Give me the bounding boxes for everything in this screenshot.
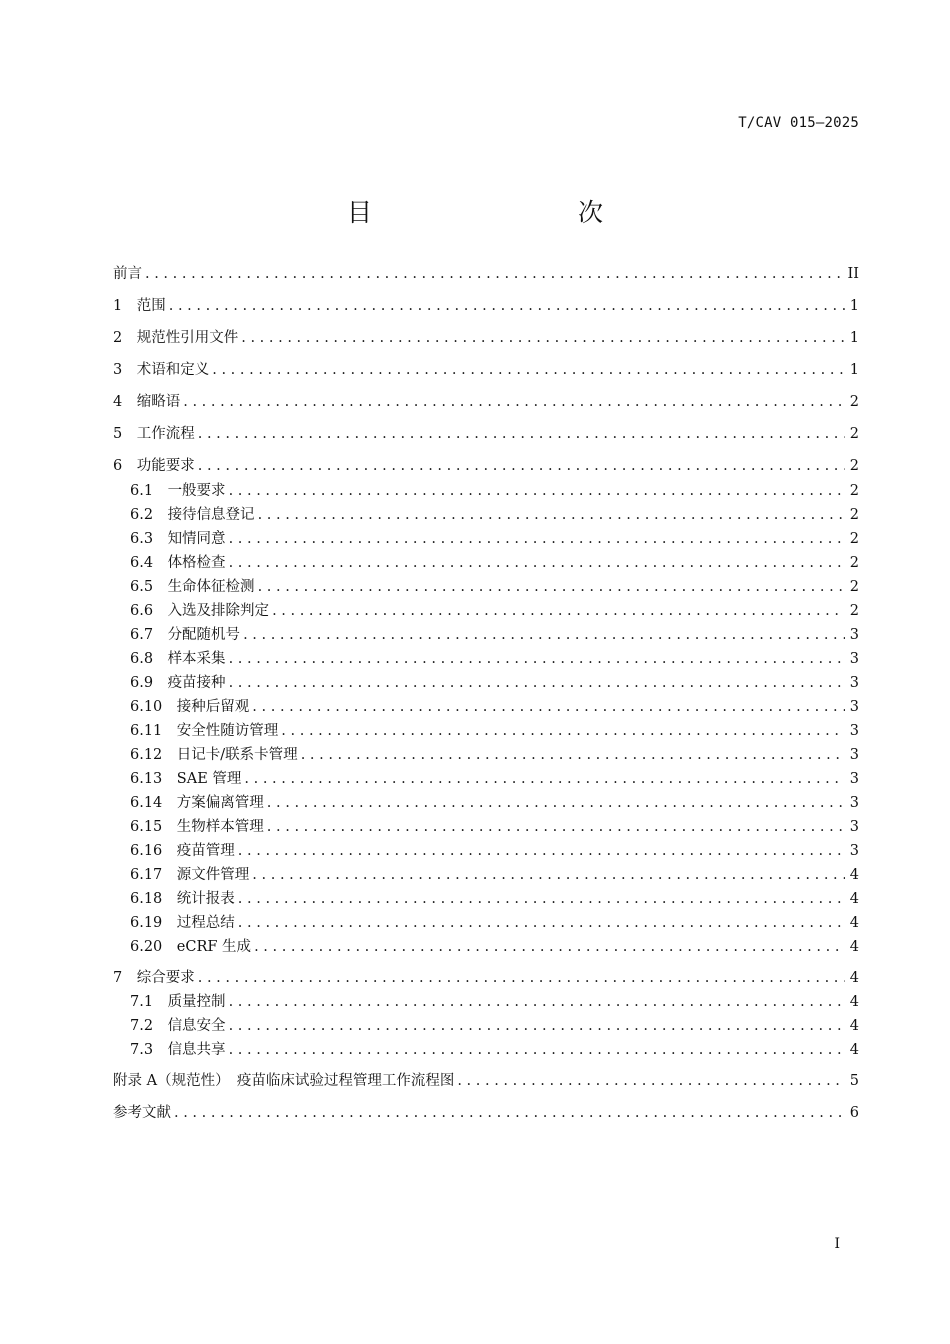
- toc-leader-dots: [229, 481, 845, 501]
- toc-leader-dots: [301, 745, 845, 765]
- toc-entry[interactable]: [113, 264, 859, 284]
- toc-entry-page: 2: [849, 531, 859, 547]
- toc-entry[interactable]: [130, 529, 859, 549]
- toc-entry-page: 2: [849, 603, 859, 619]
- toc-entry-page: 4: [849, 867, 859, 883]
- toc-entry-label: 样本采集: [167, 651, 226, 667]
- toc-entry-label: 信息共享: [167, 1042, 226, 1058]
- toc-entry-page: 1: [849, 330, 859, 346]
- toc-entry-page: 3: [849, 843, 859, 859]
- toc-entry-number: 2: [113, 330, 137, 346]
- toc-leader-dots: [281, 721, 845, 741]
- toc-leader-dots: [198, 456, 845, 476]
- toc-entry[interactable]: [130, 937, 859, 957]
- toc-entry-page: 4: [849, 891, 859, 907]
- toc-entry-page: 3: [849, 723, 859, 739]
- toc-entry-label: 分配随机号: [167, 627, 241, 643]
- toc-entry-label: 入选及排除判定: [167, 603, 270, 619]
- toc-entry-number: 6.20: [130, 939, 177, 955]
- toc-entry-number: 6.8: [130, 651, 168, 667]
- toc-entry[interactable]: [130, 481, 859, 501]
- toc-entry-page: 2: [849, 426, 859, 442]
- toc-leader-dots: [145, 264, 844, 284]
- toc-entry-label: 质量控制: [167, 994, 226, 1010]
- toc-entry[interactable]: [130, 553, 859, 573]
- toc-leader-dots: [198, 424, 845, 444]
- toc-entry-number: 6.18: [130, 891, 177, 907]
- toc-entry[interactable]: [113, 392, 859, 412]
- toc-entry-label: 体格检查: [167, 555, 226, 571]
- toc-entry-page: 2: [849, 394, 859, 410]
- toc-entry-number: 6.3: [130, 531, 168, 547]
- toc-entry-page: 1: [849, 298, 859, 314]
- toc-entry-number: 4: [113, 394, 137, 410]
- toc-entry[interactable]: [130, 505, 859, 525]
- toc-entry-label: 综合要求: [136, 970, 195, 986]
- toc-entry-page: 3: [849, 675, 859, 691]
- toc-leader-dots: [229, 673, 845, 693]
- toc-entry-number: 6.11: [130, 723, 177, 739]
- toc-entry[interactable]: [113, 968, 859, 988]
- toc-entry-page: 2: [849, 555, 859, 571]
- toc-entry[interactable]: [130, 913, 859, 933]
- toc-entry-number: 6.17: [130, 867, 177, 883]
- toc-entry-label: 疫苗接种: [167, 675, 226, 691]
- toc-title: 目 次: [346, 198, 655, 227]
- toc-entry-label: 一般要求: [167, 483, 226, 499]
- toc-leader-dots: [229, 1040, 845, 1060]
- toc-entry-label: 过程总结: [176, 915, 235, 931]
- toc-entry-page: 1: [849, 362, 859, 378]
- toc-leader-dots: [241, 328, 845, 348]
- toc-leader-dots: [183, 392, 845, 412]
- toc-leader-dots: [212, 360, 845, 380]
- toc-leader-dots: [254, 937, 845, 957]
- toc-entry[interactable]: [130, 577, 859, 597]
- toc-entry-label: 附录 A（规范性） 疫苗临床试验过程管理工作流程图: [113, 1073, 455, 1089]
- toc-entry[interactable]: [130, 697, 859, 717]
- toc-entry-number: 6.5: [130, 579, 168, 595]
- toc-leader-dots: [267, 817, 845, 837]
- toc-entry-page: 4: [849, 1018, 859, 1034]
- toc-entry-page: 3: [849, 795, 859, 811]
- toc-entry-page: 6: [849, 1105, 859, 1121]
- toc-entry[interactable]: [113, 360, 859, 380]
- toc-entry-page: 4: [849, 1042, 859, 1058]
- document-code: T/CAV 015—2025: [738, 115, 859, 131]
- toc-entry-label: 源文件管理: [176, 867, 250, 883]
- toc-entry[interactable]: [130, 769, 859, 789]
- toc-entry[interactable]: [130, 649, 859, 669]
- toc-entry-page: 4: [849, 994, 859, 1010]
- toc-leader-dots: [244, 769, 845, 789]
- toc-entry-number: 6.19: [130, 915, 177, 931]
- toc-entry[interactable]: [113, 424, 859, 444]
- toc-entry-page: 4: [849, 970, 859, 986]
- toc-entry[interactable]: [130, 673, 859, 693]
- toc-entry-label: 生命体征检测: [167, 579, 255, 595]
- toc-entry-number: 6.6: [130, 603, 168, 619]
- toc-leader-dots: [174, 1103, 845, 1123]
- toc-entry-page: 4: [849, 939, 859, 955]
- toc-entry[interactable]: [113, 328, 859, 348]
- toc-entry-page: 2: [849, 579, 859, 595]
- toc-entry-page: 3: [849, 699, 859, 715]
- toc-entry[interactable]: [113, 456, 859, 476]
- toc-entry-page: 5: [849, 1073, 859, 1089]
- page-number: I: [834, 1236, 840, 1252]
- toc-entry-label: 术语和定义: [136, 362, 210, 378]
- toc-entry-number: 5: [113, 426, 137, 442]
- toc-leader-dots: [252, 865, 845, 885]
- toc-entry[interactable]: [130, 745, 859, 765]
- toc-entry[interactable]: [130, 601, 859, 621]
- toc-entry-page: 3: [849, 771, 859, 787]
- toc-entry-label: 功能要求: [136, 458, 195, 474]
- toc-entry-label: 接种后留观: [176, 699, 250, 715]
- toc-entry-page: 2: [849, 507, 859, 523]
- toc-leader-dots: [229, 992, 845, 1012]
- toc-entry-page: II: [847, 266, 859, 282]
- toc-entry-number: 6.12: [130, 747, 177, 763]
- toc-entry-label: 生物样本管理: [176, 819, 264, 835]
- toc-entry[interactable]: [130, 889, 859, 909]
- toc-entry-label: 缩略语: [136, 394, 181, 410]
- toc-entry-number: 7.2: [130, 1018, 168, 1034]
- toc-entry[interactable]: [130, 721, 859, 741]
- toc-entry-label: 统计报表: [176, 891, 235, 907]
- toc-entry-label: 规范性引用文件: [136, 330, 239, 346]
- toc-entry-number: 7.3: [130, 1042, 168, 1058]
- toc-leader-dots: [258, 505, 845, 525]
- toc-leader-dots: [229, 1016, 845, 1036]
- toc-entry-label: 信息安全: [167, 1018, 226, 1034]
- toc-entry-number: 7.1: [130, 994, 168, 1010]
- toc-entry[interactable]: [130, 625, 859, 645]
- toc-entry-label: 范围: [136, 298, 166, 314]
- toc-entry-number: 6.1: [130, 483, 168, 499]
- toc-leader-dots: [252, 697, 845, 717]
- toc-leader-dots: [229, 529, 845, 549]
- toc-entry-label: 前言: [113, 266, 142, 282]
- toc-entry-label: 知情同意: [167, 531, 226, 547]
- toc-entry[interactable]: [130, 992, 859, 1012]
- toc-entry-page: 4: [849, 915, 859, 931]
- toc-entry-page: 3: [849, 651, 859, 667]
- toc-entry[interactable]: [130, 1016, 859, 1036]
- toc-entry-number: 6.7: [130, 627, 168, 643]
- toc-entry-number: 3: [113, 362, 137, 378]
- toc-leader-dots: [457, 1071, 845, 1091]
- toc-entry[interactable]: [130, 865, 859, 885]
- toc-entry-number: 1: [113, 298, 137, 314]
- toc-leader-dots: [238, 913, 845, 933]
- toc-entry-label: eCRF 生成: [176, 939, 252, 955]
- toc-entry-number: 6.15: [130, 819, 177, 835]
- toc-leader-dots: [243, 625, 845, 645]
- toc-entry[interactable]: [130, 841, 859, 861]
- toc-entry-label: 安全性随访管理: [176, 723, 279, 739]
- toc-entry-label: 接待信息登记: [167, 507, 255, 523]
- toc-entry-page: 3: [849, 819, 859, 835]
- toc-leader-dots: [229, 553, 845, 573]
- toc-entry-number: 7: [113, 970, 137, 986]
- toc-entry-number: 6.10: [130, 699, 177, 715]
- toc-entry[interactable]: [113, 296, 859, 316]
- toc-entry[interactable]: [130, 817, 859, 837]
- toc-entry-number: 6.4: [130, 555, 168, 571]
- toc-entry-label: 工作流程: [136, 426, 195, 442]
- toc-entry[interactable]: [130, 793, 859, 813]
- toc-leader-dots: [272, 601, 845, 621]
- toc-entry-number: 6: [113, 458, 137, 474]
- toc-entry-page: 2: [849, 483, 859, 499]
- toc-leader-dots: [258, 577, 845, 597]
- toc-entry-label: 参考文献: [113, 1105, 171, 1121]
- toc-entry-label: 日记卡/联系卡管理: [176, 747, 298, 763]
- toc-entry-number: 6.13: [130, 771, 177, 787]
- toc-entry[interactable]: [130, 1040, 859, 1060]
- toc-leader-dots: [169, 296, 845, 316]
- toc-entry-number: 6.2: [130, 507, 168, 523]
- toc-leader-dots: [238, 841, 845, 861]
- toc-leader-dots: [229, 649, 845, 669]
- toc-leader-dots: [267, 793, 845, 813]
- toc-entry-number: 6.16: [130, 843, 177, 859]
- toc-leader-dots: [238, 889, 845, 909]
- toc-entry-page: 2: [849, 458, 859, 474]
- toc-leader-dots: [198, 968, 845, 988]
- toc-entry-page: 3: [849, 627, 859, 643]
- toc-entry-number: 6.14: [130, 795, 177, 811]
- toc-entry-label: 方案偏离管理: [176, 795, 264, 811]
- toc-entry[interactable]: [113, 1103, 859, 1123]
- toc-entry-label: SAE 管理: [176, 771, 242, 787]
- toc-entry-page: 3: [849, 747, 859, 763]
- toc-entry[interactable]: [113, 1071, 859, 1091]
- toc-entry-label: 疫苗管理: [176, 843, 235, 859]
- toc-entry-number: 6.9: [130, 675, 168, 691]
